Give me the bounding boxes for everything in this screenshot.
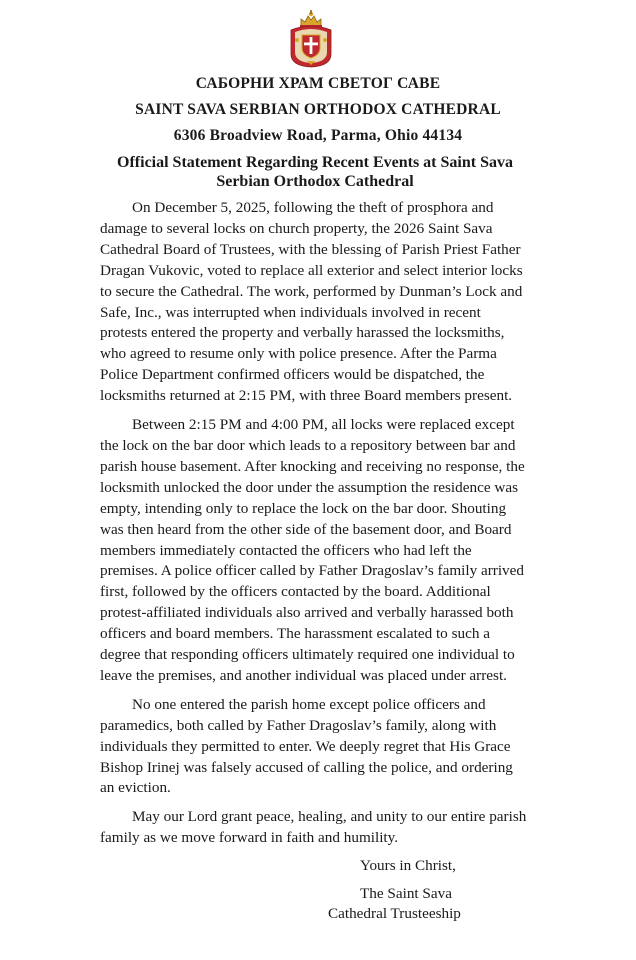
heading-english: SAINT SAVA SERBIAN ORTHODOX CATHEDRAL [135,101,501,118]
signature-line-2: Cathedral Trusteeship [328,905,461,922]
paragraph: On December 5, 2025, following the theft of prosphora and damage to several locks on church property, the 2026 Saint Sava Cathedral Board of Trustees, with the blessing of Parish Priest Father Dragan Vukovic, voted to replace all exterior and select interior locks to secure the Cathedral. The work, performed by Dunman’s Lock and Safe, Inc., was interrupted when individuals involved in recent protests entered the property and verbally harassed the locksmiths, who agreed to resume only with police presence. After the Parma Police Department confirmed officers would be dispatched, the locksmiths returned at 2:15 PM, with three Board members present. [100,199,523,405]
paragraph: May our Lord grant peace, healing, and unity to our entire parish family as we move forward in faith and humility. [100,808,527,847]
paragraph: No one entered the parish home except police officers and paramedics, both called by Father Dragoslav’s family, along with individuals they permitted to enter. We deeply regret that His Grace Bishop Irinej was falsely accused of calling the police, and ordering an eviction. [100,695,513,797]
subject-line-1: Official Statement Regarding Recent Events at Saint Sava [117,154,513,171]
signature-line-1: The Saint Sava [360,885,452,902]
address-line: 6306 Broadview Road, Parma, Ohio 44134 [173,127,463,144]
heading-serbian: САБОРНИ ХРАМ СВЕТОГ САВЕ [195,75,441,92]
subject-line-2: Serbian Orthodox Cathedral [216,173,414,190]
statement-subject [100,153,530,191]
closing-salutation: Yours in Christ, [360,857,456,874]
paragraph: Between 2:15 PM and 4:00 PM, all locks were replaced except the lock on the bar door which leads to a repository between bar and parish house basement. After knocking and receiving no response, the locksmith unlocked the door under the assumption the residence was empty, intending only to replace the lock on the bar door. Shouting was then heard from the other side of the basement door, and Board members immediately contacted the officers who had left the premises. A police officer called by Father Dragoslav’s family arrived first, followed by the officers contacted by the board. Additional protest-affiliated individuals also arrived and verbally harassed both officers and board members. The harassment escalated to such a degree that responding officers ultimately required one individual to leave the premises, and another individual was placed under arrest. [100,416,525,684]
statement-body [100,198,530,857]
cathedral-seal-icon [287,10,335,68]
